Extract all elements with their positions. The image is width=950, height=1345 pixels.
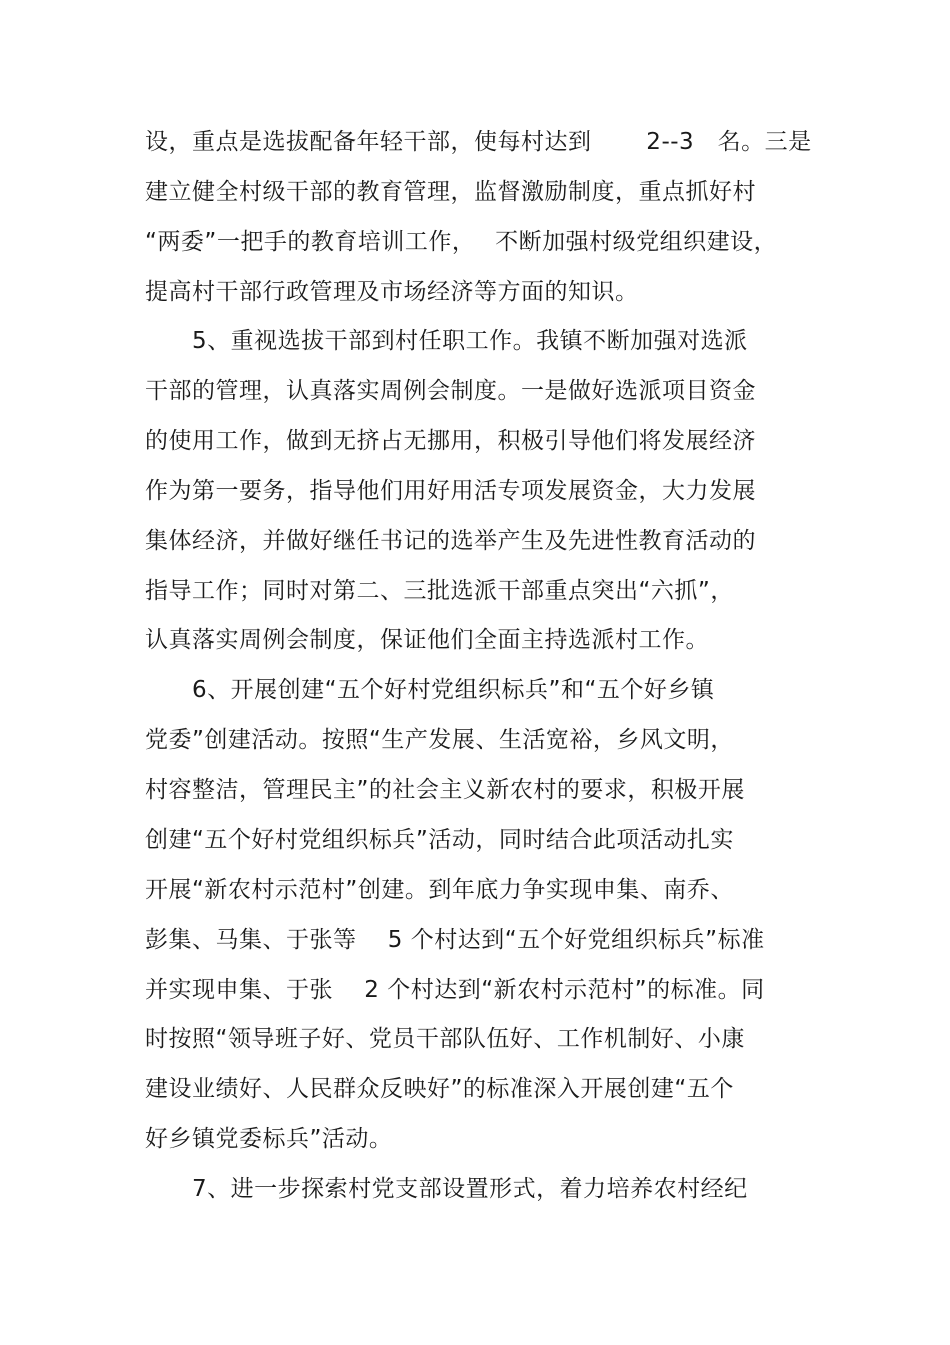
text-line: 彭集、马集、于张等 5 个村达到“五个好党组织标兵”标准 xyxy=(145,927,765,953)
text-line: 建设业绩好、人民群众反映好”的标准深入开展创建“五个 xyxy=(145,1076,734,1102)
paragraph-6-first-line: 6、开展创建“五个好村党组织标兵”和“五个好乡镇 xyxy=(192,677,715,703)
text-line: 村容整洁，管理民主”的社会主义新农村的要求，积极开展 xyxy=(145,777,745,803)
text-line: 时按照“领导班子好、党员干部队伍好、工作机制好、小康 xyxy=(145,1026,745,1052)
paragraph-7-first-line: 7、进一步探索村党支部设置形式，着力培养农村经纪 xyxy=(192,1176,748,1202)
text-line: 创建“五个好村党组织标兵”活动，同时结合此项活动扎实 xyxy=(145,827,734,853)
text-line: 作为第一要务，指导他们用好用活专项发展资金，大力发展 xyxy=(145,478,756,504)
text-line: 指导工作；同时对第二、三批选派干部重点突出“六抓”， xyxy=(145,578,734,604)
text-line: 集体经济，并做好继任书记的选举产生及先进性教育活动的 xyxy=(145,528,756,554)
text-line: 开展“新农村示范村”创建。到年底力争实现申集、南乔、 xyxy=(145,877,734,903)
text-line: 干部的管理，认真落实周例会制度。一是做好选派项目资金 xyxy=(145,378,756,404)
text-line: “两委”一把手的教育培训工作， 不断加强村级党组织建设， xyxy=(145,229,778,255)
text-line: 并实现申集、于张 2 个村达到“新农村示范村”的标准。同 xyxy=(145,977,765,1003)
text-line: 设，重点是选拔配备年轻干部，使每村达到 2--3 名。三是 xyxy=(145,129,812,155)
text-line: 的使用工作，做到无挤占无挪用，积极引导他们将发展经济 xyxy=(145,428,756,454)
text-line: 提高村干部行政管理及市场经济等方面的知识。 xyxy=(145,279,639,305)
paragraph-5-first-line: 5、重视选拔干部到村任职工作。我镇不断加强对选派 xyxy=(192,328,748,354)
text-line: 党委”创建活动。按照“生产发展、生活宽裕，乡风文明， xyxy=(145,727,734,753)
text-line: 认真落实周例会制度，保证他们全面主持选派村工作。 xyxy=(145,627,709,653)
text-line: 建立健全村级干部的教育管理，监督激励制度，重点抓好村 xyxy=(145,179,756,205)
text-line: 好乡镇党委标兵”活动。 xyxy=(145,1126,393,1152)
